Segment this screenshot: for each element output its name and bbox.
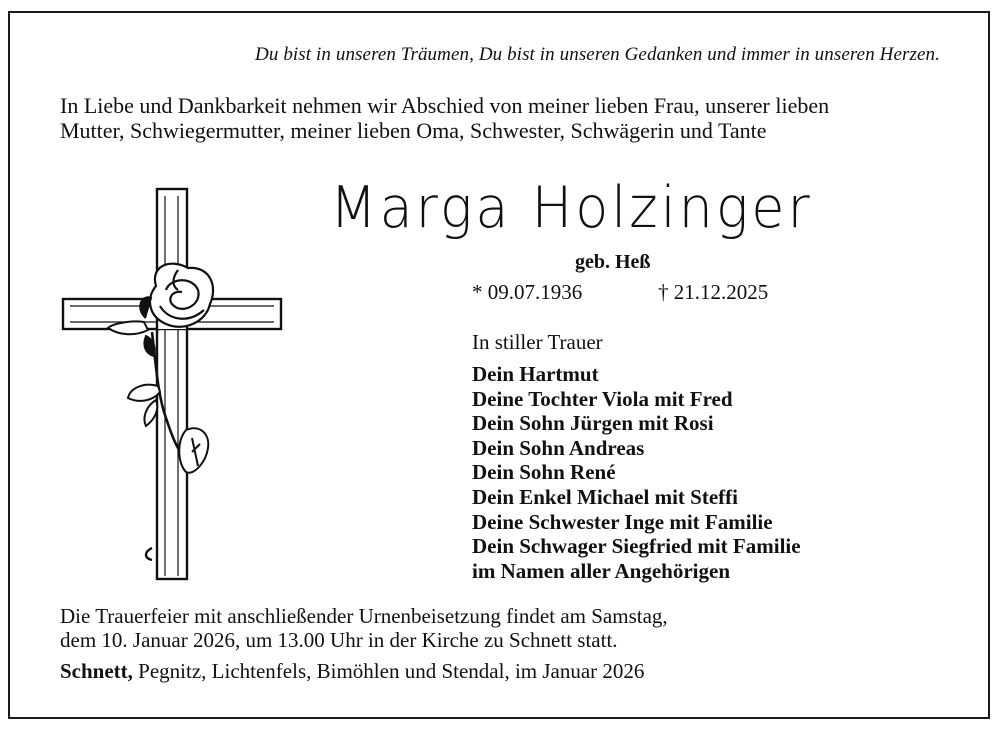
death-date: † 21.12.2025 bbox=[658, 280, 769, 304]
intro-line-1: In Liebe und Dankbarkeit nehmen wir Abschied von meiner lieben Frau, unserer lieben bbox=[60, 93, 830, 118]
places-rest: Pegnitz, Lichtenfels, Bimöhlen und Stendal, im Januar 2026 bbox=[132, 659, 645, 683]
funeral-line-1: Die Trauerfeier mit anschließender Urnenbeisetzung findet am Samstag, bbox=[60, 604, 668, 628]
cross-with-rose-icon bbox=[60, 186, 290, 586]
mourner: Deine Tochter Viola mit Fred bbox=[472, 386, 733, 411]
mourner: im Namen aller Angehörigen bbox=[472, 558, 731, 583]
deceased-name: Marga Holzinger bbox=[330, 174, 813, 241]
mourner: Dein Sohn René bbox=[472, 460, 616, 485]
birth-date: * 09.07.1936 bbox=[472, 280, 583, 304]
intro-line-2: Mutter, Schwiegermutter, meiner lieben Oma, Schwester, Schwägerin und Tante bbox=[60, 118, 767, 143]
maiden-name: geb. Heß bbox=[575, 251, 651, 273]
motto-quote: Du bist in unseren Träumen, Du bist in unseren Gedanken und immer in unseren Herzen. bbox=[255, 44, 940, 65]
funeral-notice bbox=[60, 604, 668, 652]
mourner: Dein Sohn Andreas bbox=[472, 435, 645, 460]
mourning-intro: In stiller Trauer bbox=[472, 330, 603, 354]
places-and-date bbox=[60, 659, 644, 684]
mourner: Dein Sohn Jürgen mit Rosi bbox=[472, 411, 714, 436]
mourner: Dein Schwager Siegfried mit Familie bbox=[472, 534, 801, 559]
intro-text bbox=[60, 93, 829, 143]
mourner: Deine Schwester Inge mit Familie bbox=[472, 509, 773, 534]
funeral-line-2: dem 10. Januar 2026, um 13.00 Uhr in der Kirche zu Schnett statt. bbox=[60, 628, 618, 652]
mourner: Dein Hartmut bbox=[472, 362, 599, 386]
mourners-list bbox=[472, 362, 801, 583]
places-lead: Schnett, bbox=[60, 659, 133, 683]
mourner: Dein Enkel Michael mit Steffi bbox=[472, 484, 738, 509]
